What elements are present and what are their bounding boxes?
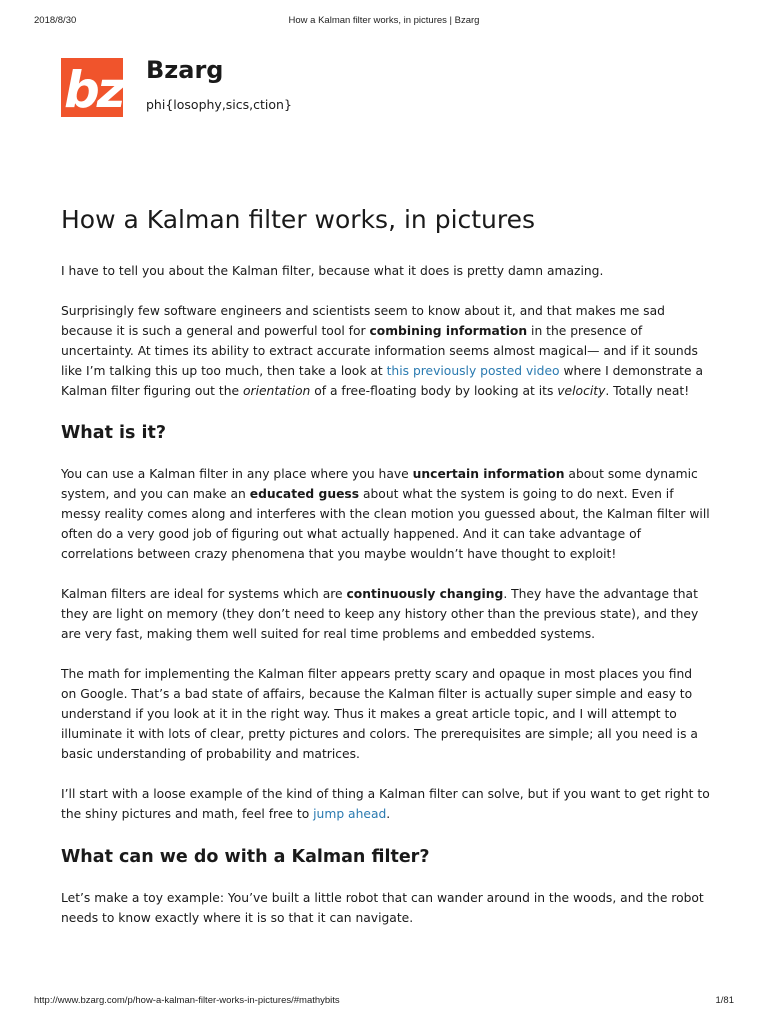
article [61, 202, 711, 948]
print-page-title: How a Kalman filter works, in pictures | Bzarg [288, 15, 480, 26]
print-url: http://www.bzarg.com/p/how-a-kalman-filter-works-in-pictures/#mathybits [34, 995, 340, 1006]
logo-text: bz [64, 61, 123, 117]
paragraph-overview: Surprisingly few software engineers and scientists seem to know about it, and that makes me sad because it is such a general and powerful tool for combining information in the presence of uncertainty. At times its ability to extract accurate information seems almost magical— and if it sounds like I’m talking this up too much, then take a look at this previously posted video where I demonstrate a Kalman filter figuring out the orientation of a free-floating body by looking at its velocity. Totally neat! [61, 304, 704, 398]
paragraph-continuously-changing: Kalman filters are ideal for systems which are continuously changing. They have the advantage that they are light on memory (they don’t need to keep any history other than the previous state), and they are very fast, making them well suited for real time problems and embedded systems. [61, 587, 699, 641]
intro-paragraph: I have to tell you about the Kalman filter, because what it does is pretty damn amazing. [61, 264, 604, 278]
print-header [34, 15, 734, 29]
site-logo[interactable] [61, 58, 123, 117]
print-date: 2018/8/30 [34, 15, 77, 26]
paragraph-math: The math for implementing the Kalman filter appears pretty scary and opaque in most places you find on Google. That’s a bad state of affairs, because the Kalman filter is actually super simple and easy to understand if you look at it in the right way. Thus it makes a great article topic, and I will attempt to illuminate it with lots of clear, pretty pictures and colors. The prerequisites are simple; all you need is a basic understanding of probability and matrices. [61, 667, 698, 761]
site-title[interactable]: Bzarg [146, 56, 224, 84]
site-tagline: phi{losophy,sics,ction} [146, 97, 292, 112]
print-page-number: 1/81 [715, 995, 734, 1006]
paragraph-uncertain-information: You can use a Kalman filter in any place where you have uncertain information about some dynamic system, and you can make an educated guess about what the system is going to do next. Even if messy reality comes along and interferes with the clean motion you guessed about, the Kalman filter will often do a very good job of figuring out what actually happened. And it can take advantage of correlations between crazy phenomena that you maybe wouldn’t have thought to exploit! [61, 467, 710, 561]
heading-what-can-we-do: What can we do with a Kalman filter? [61, 847, 430, 867]
print-footer [34, 995, 734, 1009]
bold-combining-information: combining information [369, 324, 528, 338]
previous-video-link[interactable]: this previously posted video [386, 364, 560, 378]
paragraph-jump-ahead: I’ll start with a loose example of the kind of thing a Kalman filter can solve, but if you want to get right to the shiny pictures and math, feel free to jump ahead. [61, 787, 710, 821]
paragraph-toy-example: Let’s make a toy example: You’ve built a little robot that can wander around in the woods, and the robot needs to know exactly where it is so that it can navigate. [61, 891, 704, 925]
heading-what-is-it: What is it? [61, 423, 167, 443]
jump-ahead-link[interactable]: jump ahead [313, 807, 387, 821]
article-title: How a Kalman filter works, in pictures [61, 205, 536, 234]
